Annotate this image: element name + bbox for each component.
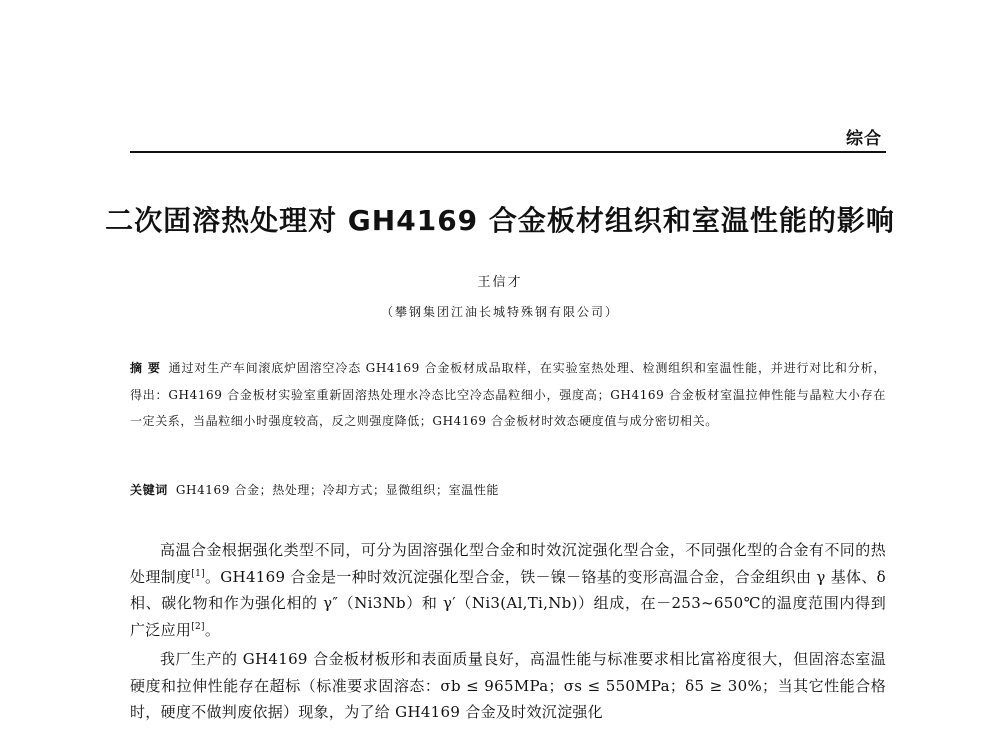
author-name: 王信才 [477,275,523,290]
body-paragraph: 我厂生产的 GH4169 合金板材板形和表面质量良好，高温性能与标准要求相比富裕度很大，但固溶态室温硬度和拉伸性能存在超标（标准要求固溶态：σb ≤ 965MPa；σs ≤ 550MPa；δ5 ≥ 30%；当其它性能合格时，硬度不做判废依据）现象，为了给 GH4169 合金及时效沉淀强化 [130,650,886,721]
abstract-label: 摘 要 [130,361,161,375]
article-title: 二次固溶热处理对 GH4169 合金板材组织和室温性能的影响 [105,204,895,237]
citation-ref[interactable]: [1] [191,568,205,579]
citation-ref[interactable]: [2] [191,621,205,632]
body-text [130,537,886,729]
abstract-text: 通过对生产车间滚底炉固溶空冷态 GH4169 合金板材成品取样，在实验室热处理、检测组织和室温性能，并进行对比和分析，得出：GH4169 合金板材实验室重新固溶热处理水冷态比空冷态晶粒细小，强度高；GH4169 合金板材室温拉伸性能与晶粒大小存在一定关系，当晶粒细小时强度较高，反之则强度降低；GH4169 合金板材时效态硬度值与成分密切相关。 [130,361,886,428]
abstract [130,355,886,435]
header-rule [130,151,886,153]
section-label: 综合 [846,129,882,149]
paragraph-text: 。GH4169 合金是一种时效沉淀强化型合金，铁－镍－铬基的变形高温合金，合金组织由 γ 基体、δ 相、碳化物和作为强化相的 γ″（Ni3Nb）和 γ′（Ni3(Al,Ti,Nb)）组成，在－253~650℃的温度范围内得到广泛应用 [130,567,886,639]
paragraph-text: 高温合金根据强化类型不同，可分为固溶强化型合金和时效沉淀强化型合金，不同强化型的合金有不同的热处理制度 [130,541,886,586]
author-affiliation: （攀钢集团江油长城特殊钢有限公司） [380,305,619,319]
body-paragraph [130,537,886,643]
keywords-label: 关键词 [130,483,168,497]
paragraph-text: 。 [204,620,221,639]
keywords [130,481,886,498]
keywords-text: GH4169 合金；热处理；冷却方式；显微组织；室温性能 [175,483,500,497]
